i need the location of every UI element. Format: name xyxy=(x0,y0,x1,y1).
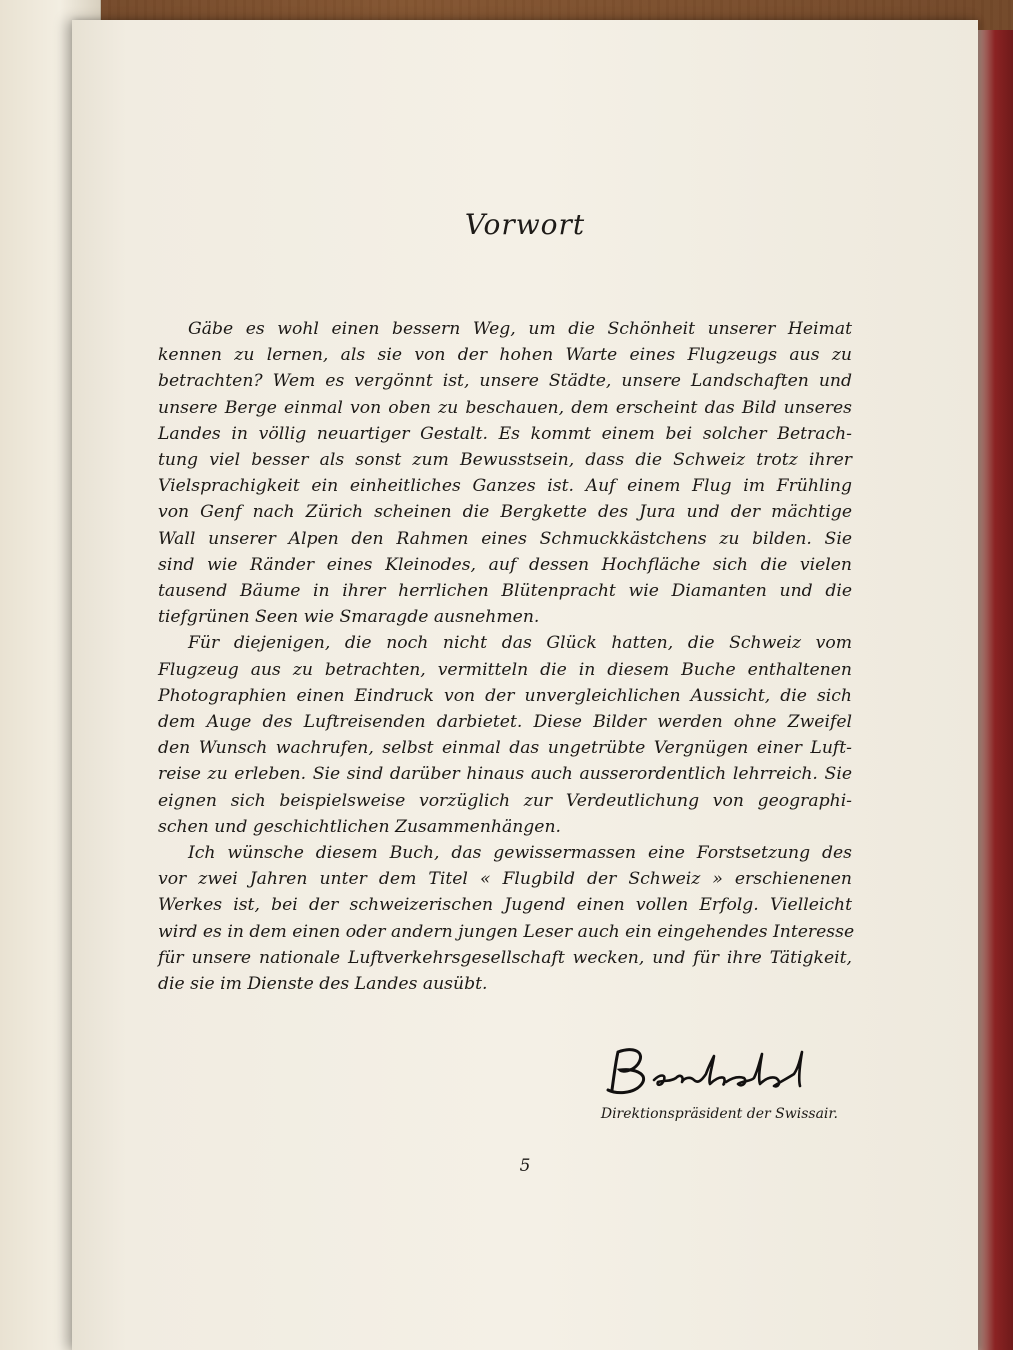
text-line: sind wie Ränder eines Kleinodes, auf dessen Hochfläche sich die vielen xyxy=(158,554,852,575)
text-line: wird es in dem einen oder andern jungen Leser auch ein eingehendes Interesse xyxy=(158,921,855,942)
text-line: Werkes ist, bei der schweizerischen Jugend einen vollen Erfolg. Vielleicht xyxy=(158,895,852,916)
text-line: reise zu erleben. Sie sind darüber hinaus auch ausserordentlich lehrreich. Sie xyxy=(158,764,852,785)
foreword-text xyxy=(158,316,855,997)
text-line: betrachten? Wem es vergönnt ist, unsere Städte, unsere Landschaften und xyxy=(158,371,852,392)
page-number: 5 xyxy=(519,1156,531,1176)
text-line: schen und geschichtlichen Zusammenhängen. xyxy=(158,816,562,837)
text-line: vor zwei Jahren unter dem Titel « Flugbild der Schweiz » erschienenen xyxy=(158,869,852,890)
text-line: Flugzeug aus zu betrachten, vermitteln die in diesem Buche enthaltenen xyxy=(158,659,852,680)
signature-image xyxy=(594,1040,834,1110)
text-line: eignen sich beispielsweise vorzüglich zur Verdeutlichung von geographi- xyxy=(158,790,852,811)
text-line: tausend Bäume in ihrer herrlichen Blütenpracht wie Diamanten und die xyxy=(158,581,852,602)
text-line: den Wunsch wachrufen, selbst einmal das ungetrübte Vergnügen einer Luft- xyxy=(158,738,852,759)
text-line: unsere Berge einmal von oben zu beschauen, dem erscheint das Bild unseres xyxy=(158,397,852,418)
book-cover-edge xyxy=(973,30,1013,1350)
text-line: tiefgrünen Seen wie Smaragde ausnehmen. xyxy=(158,607,540,628)
book-page xyxy=(72,20,978,1350)
text-line: für unsere nationale Luftverkehrsgesellschaft wecken, und für ihre Tätigkeit, xyxy=(158,947,852,968)
text-line: Für diejenigen, die noch nicht das Glück hatten, die Schweiz vom xyxy=(188,633,852,654)
text-line: Ich wünsche diesem Buch, das gewissermassen eine Forstsetzung des xyxy=(188,843,852,864)
page-title: Vorwort xyxy=(464,208,586,241)
text-line: dem Auge des Luftreisenden darbietet. Diese Bilder werden ohne Zweifel xyxy=(158,712,852,733)
text-line: Wall unserer Alpen den Rahmen eines Schmuckkästchens zu bilden. Sie xyxy=(158,528,852,549)
text-line: tung viel besser als sonst zum Bewusstsein, dass die Schweiz trotz ihrer xyxy=(158,450,852,471)
text-line: Photographien einen Eindruck von der unvergleichlichen Aussicht, die sich xyxy=(158,685,852,706)
text-line: Landes in völlig neuartiger Gestalt. Es kommt einem bei solcher Betrach- xyxy=(158,423,852,444)
signature-caption: Direktionspräsident der Swissair. xyxy=(600,1106,838,1122)
text-line: Gäbe es wohl einen bessern Weg, um die Schönheit unserer Heimat xyxy=(188,319,852,339)
text-line: die sie im Dienste des Landes ausübt. xyxy=(158,974,488,995)
text-line: Vielsprachigkeit ein einheitliches Ganzes ist. Auf einem Flug im Frühling xyxy=(158,476,852,497)
text-line: von Genf nach Zürich scheinen die Bergkette des Jura und der mächtige xyxy=(158,502,852,523)
text-line: kennen zu lernen, als sie von der hohen Warte eines Flugzeugs aus zu xyxy=(158,345,852,366)
